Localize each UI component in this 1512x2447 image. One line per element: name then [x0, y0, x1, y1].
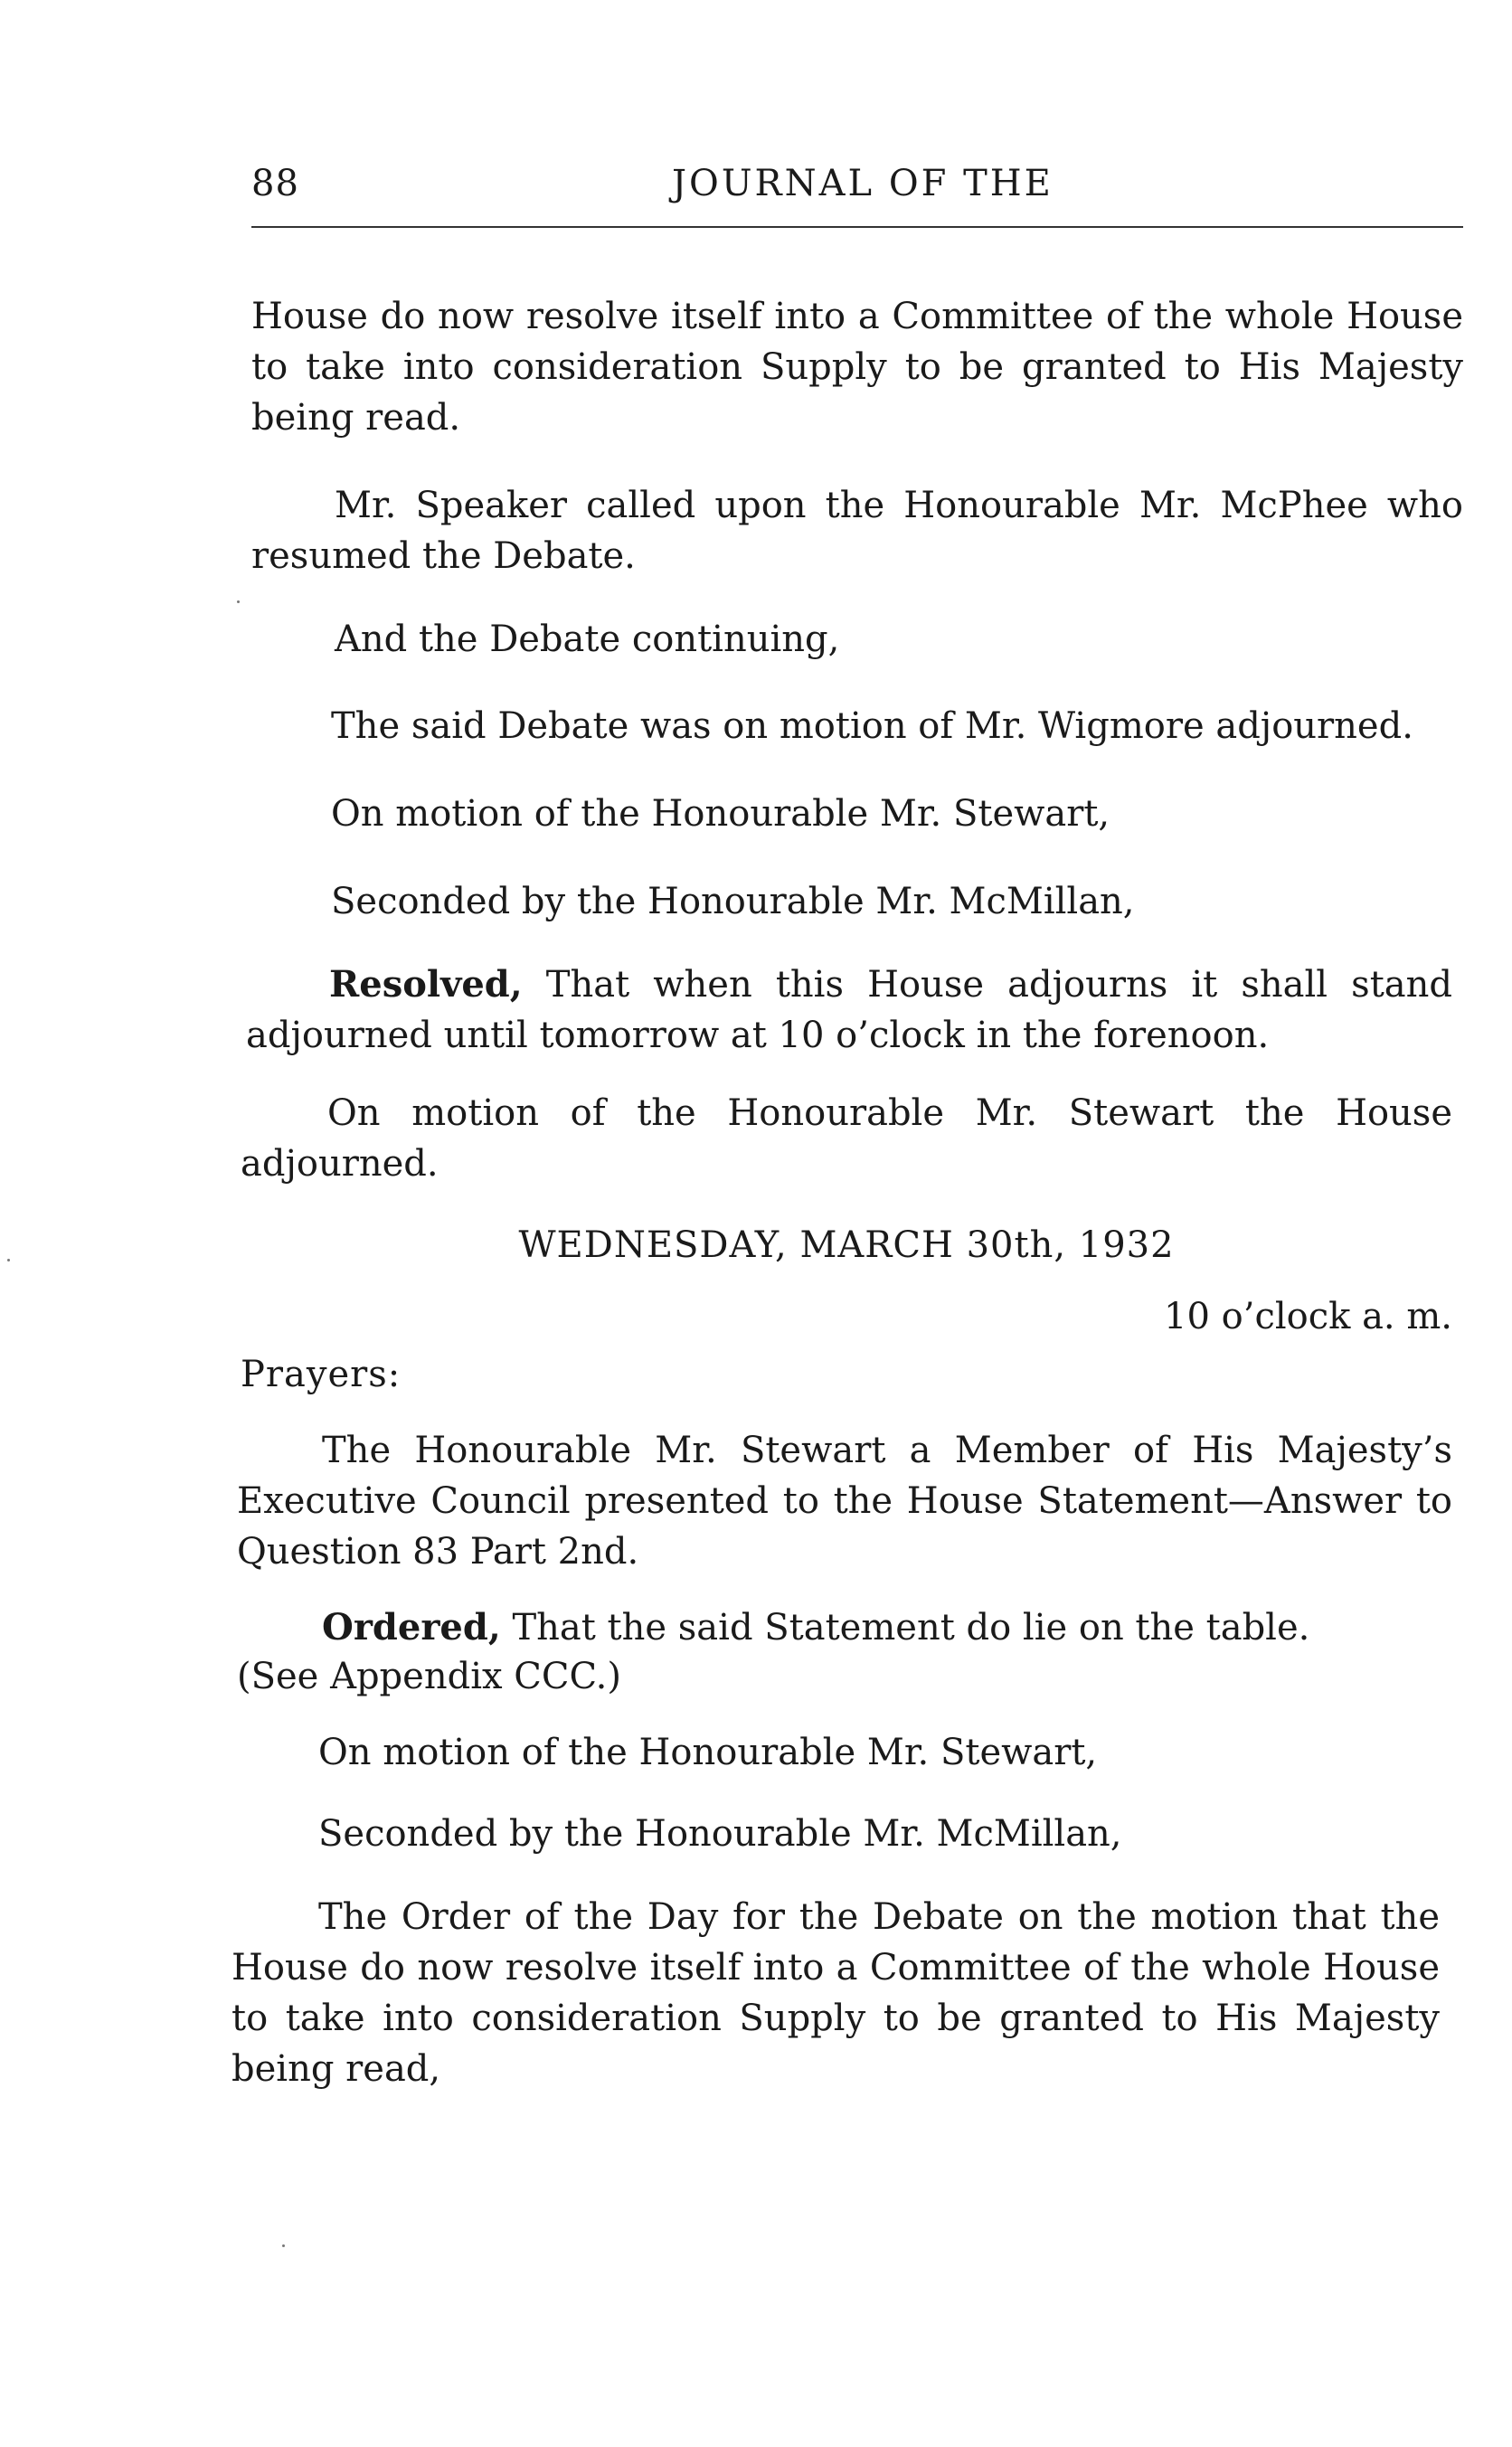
paragraph-debate-continuing: And the Debate continuing,	[335, 619, 840, 660]
paragraph-motion-stewart: On motion of the Honourable Mr. Stewart,	[331, 793, 1110, 835]
scan-speck	[7, 1259, 10, 1261]
paragraph-seconded-mcmillan: Seconded by the Honourable Mr. McMillan,	[331, 881, 1135, 922]
resolved-text: That when this House adjourns it shall stand adjourned until tomorrow at 10 o’clock in the forenoon.	[246, 964, 1452, 1056]
paragraph-committee-continuation: House do now resolve itself into a Committee of the whole House to take into consideration Supply to be granted to His Majesty being read.	[251, 296, 1463, 439]
scan-speck	[282, 2244, 285, 2247]
page-number: 88	[251, 163, 299, 204]
date-heading: WEDNESDAY, MARCH 30th, 1932	[518, 1224, 1175, 1266]
appendix-reference: (See Appendix CCC.)	[237, 1656, 621, 1697]
paragraph-motion-stewart-2: On motion of the Honourable Mr. Stewart,	[318, 1732, 1098, 1773]
paragraph-statement-presented: The Honourable Mr. Stewart a Member of His Majesty’s Executive Council presented to the House Statement—Answer to Question 83 Part 2nd.	[237, 1430, 1452, 1573]
ordered-text: That the said Statement do lie on the table.	[500, 1607, 1310, 1649]
page-header	[251, 163, 1463, 217]
header-rule	[251, 226, 1463, 228]
resolved-label: Resolved,	[329, 963, 523, 1006]
paragraph-ordered	[322, 1602, 1452, 1653]
paragraph-resolved	[246, 959, 1452, 1061]
prayers-heading: Prayers:	[241, 1354, 402, 1395]
paragraph-seconded-mcmillan-2: Seconded by the Honourable Mr. McMillan,	[318, 1813, 1122, 1855]
paragraph-speaker-called: Mr. Speaker called upon the Honourable Mr. McPhee who resumed the Debate.	[251, 485, 1463, 577]
paragraph-debate-adjourned: The said Debate was on motion of Mr. Wigmore adjourned.	[331, 705, 1413, 747]
paragraph-order-of-the-day: The Order of the Day for the Debate on the motion that the House do now resolve itself into a Committee of the whole House to take into consideration Supply to be granted to His Majesty being read,	[232, 1896, 1440, 2090]
running-title: JOURNAL OF THE	[672, 163, 1054, 204]
sitting-time: 10 o’clock a. m.	[1164, 1296, 1452, 1337]
scan-speck	[237, 600, 240, 603]
paragraph-house-adjourned: On motion of the Honourable Mr. Stewart the House adjourned.	[241, 1092, 1452, 1185]
ordered-label: Ordered,	[322, 1606, 501, 1649]
